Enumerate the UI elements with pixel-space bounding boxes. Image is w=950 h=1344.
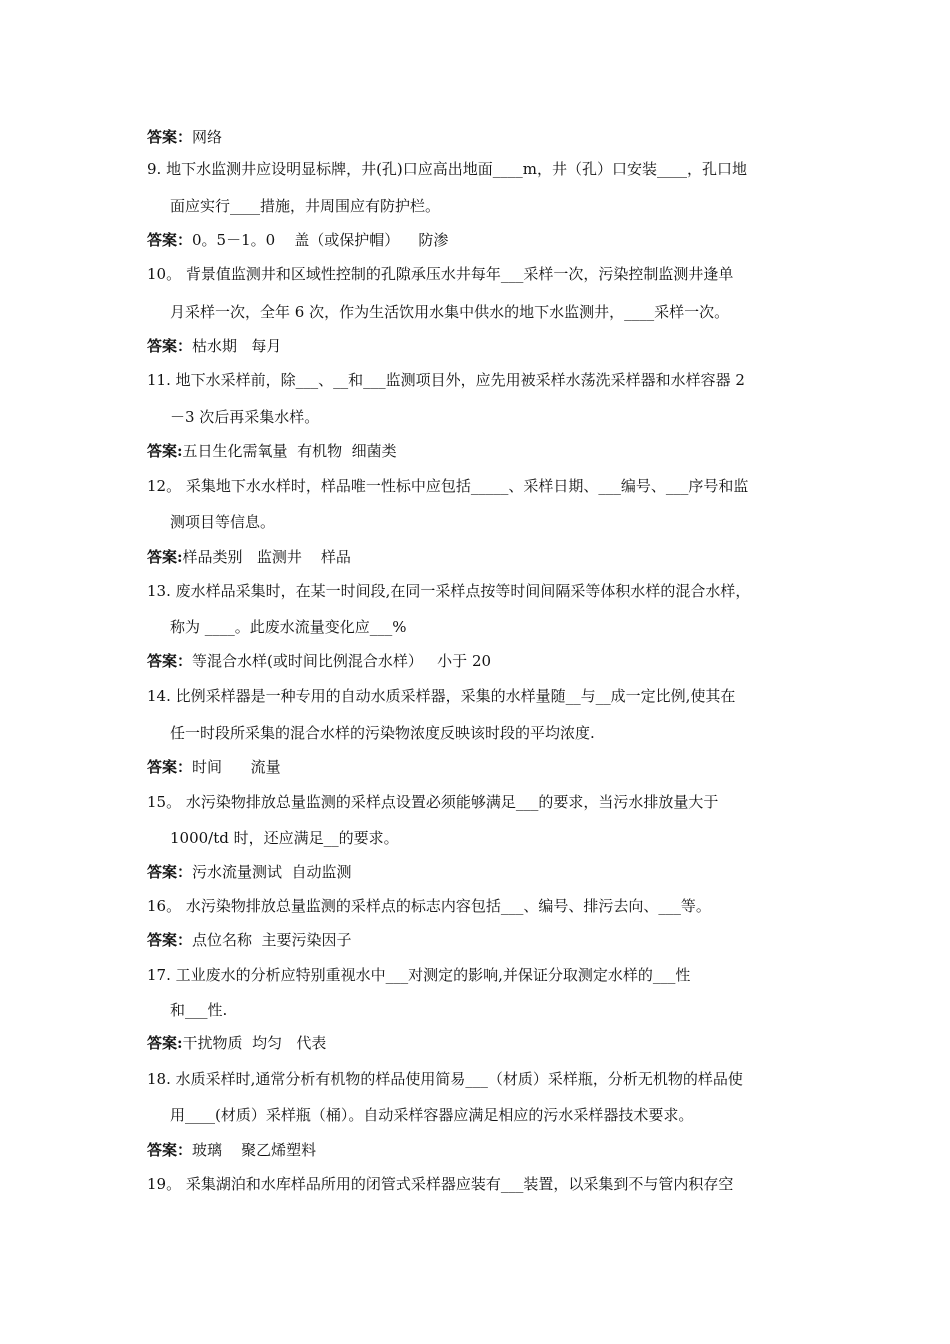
question-continuation-line: 月采样一次，全年 6 次，作为生活饮用水集中供水的地下水监测井，____采样一次。 (170, 303, 730, 321)
answer-line (147, 441, 397, 461)
answer-line (147, 336, 281, 356)
answer-line (147, 930, 352, 950)
question-line: 12。 采集地下水水样时，样品唯一性标中应包括_____、采样日期、___编号、___序号和监 (147, 477, 749, 495)
question-line: 17. 工业废水的分析应特别重视水中___对测定的影响,并保证分取测定水样的___性 (147, 966, 691, 984)
question-continuation-line: －3 次后再采集水样。 (170, 408, 320, 426)
answer-text: 玻璃 聚乙烯塑料 (192, 1141, 317, 1159)
answer-line (147, 1033, 326, 1053)
answer-text: 干扰物质 均匀 代表 (182, 1034, 327, 1052)
question-line: 14. 比例采样器是一种专用的自动水质采样器，采集的水样量随__与__成一定比例,使其在 (147, 687, 736, 705)
question-line: 13. 废水样品采集时，在某一时间段,在同一采样点按等时间间隔采等体积水样的混合水样， (147, 582, 751, 600)
question-line: 15。 水污染物排放总量监测的采样点设置必须能够满足___的要求，当污水排放量大于 (147, 793, 719, 811)
answer-text: 时间 流量 (192, 758, 281, 776)
answer-text: 网络 (192, 128, 223, 146)
question-continuation-line: 1000/td 时，还应满足__的要求。 (170, 829, 399, 847)
answer-text: 0。5－1。0 盖（或保护帽） 防渗 (192, 231, 449, 249)
question-line: 11. 地下水采样前，除___、__和___监测项目外，应先用被采样水荡洗采样器和水样容器 2 (147, 371, 745, 389)
question-line: 10。 背景值监测井和区域性控制的孔隙承压水井每年___采样一次，污染控制监测井逢单 (147, 265, 734, 283)
answer-line (147, 127, 222, 147)
question-line: 16。 水污染物排放总量监测的采样点的标志内容包括___、编号、排污去向、___等。 (147, 897, 711, 915)
answer-label: 答案： (147, 128, 193, 146)
answer-label: 答案： (147, 231, 193, 249)
question-continuation-line: 测项目等信息。 (170, 513, 276, 531)
answer-text: 样品类别 监测井 样品 (182, 548, 351, 566)
answer-line (147, 757, 281, 777)
answer-text: 等混合水样(或时间比例混合水样） 小于 20 (192, 652, 492, 670)
answer-label: 答案： (147, 1141, 193, 1159)
answer-label: 答案： (147, 758, 193, 776)
question-continuation-line: 任一时段所采集的混合水样的污染物浓度反映该时段的平均浓度. (170, 724, 595, 742)
answer-line (147, 651, 491, 671)
answer-line (147, 862, 352, 882)
answer-line (147, 230, 448, 250)
answer-label: 答案: (147, 442, 183, 460)
question-continuation-line: 用____(材质）采样瓶（桶）。自动采样容器应满足相应的污水采样器技术要求。 (170, 1106, 694, 1124)
answer-text: 污水流量测试 自动监测 (192, 863, 352, 881)
answer-text: 枯水期 每月 (192, 337, 282, 355)
answer-line (147, 547, 351, 567)
question-line: 18. 水质采样时,通常分析有机物的样品使用简易___（材质）采样瓶，分析无机物的样品使 (147, 1070, 743, 1088)
question-line: 9. 地下水监测井应设明显标牌，井(孔)口应高出地面____m，井（孔）口安装____，孔口地 (147, 160, 748, 178)
answer-label: 答案： (147, 652, 193, 670)
answer-text: 点位名称 主要污染因子 (192, 931, 352, 949)
question-continuation-line: 和___性. (170, 1001, 228, 1019)
answer-label: 答案： (147, 337, 193, 355)
question-line: 19。 采集湖泊和水库样品所用的闭管式采样器应装有___装置，以采集到不与管内积存空 (147, 1175, 734, 1193)
answer-text: 五日生化需氧量 有机物 细菌类 (182, 442, 397, 460)
answer-label: 答案： (147, 863, 193, 881)
answer-label: 答案： (147, 931, 193, 949)
answer-label: 答案: (147, 548, 183, 566)
question-continuation-line: 面应实行____措施，井周围应有防护栏。 (170, 197, 441, 215)
answer-line (147, 1140, 316, 1160)
question-continuation-line: 称为 ____。此废水流量变化应___% (170, 618, 407, 636)
answer-label: 答案: (147, 1034, 183, 1052)
